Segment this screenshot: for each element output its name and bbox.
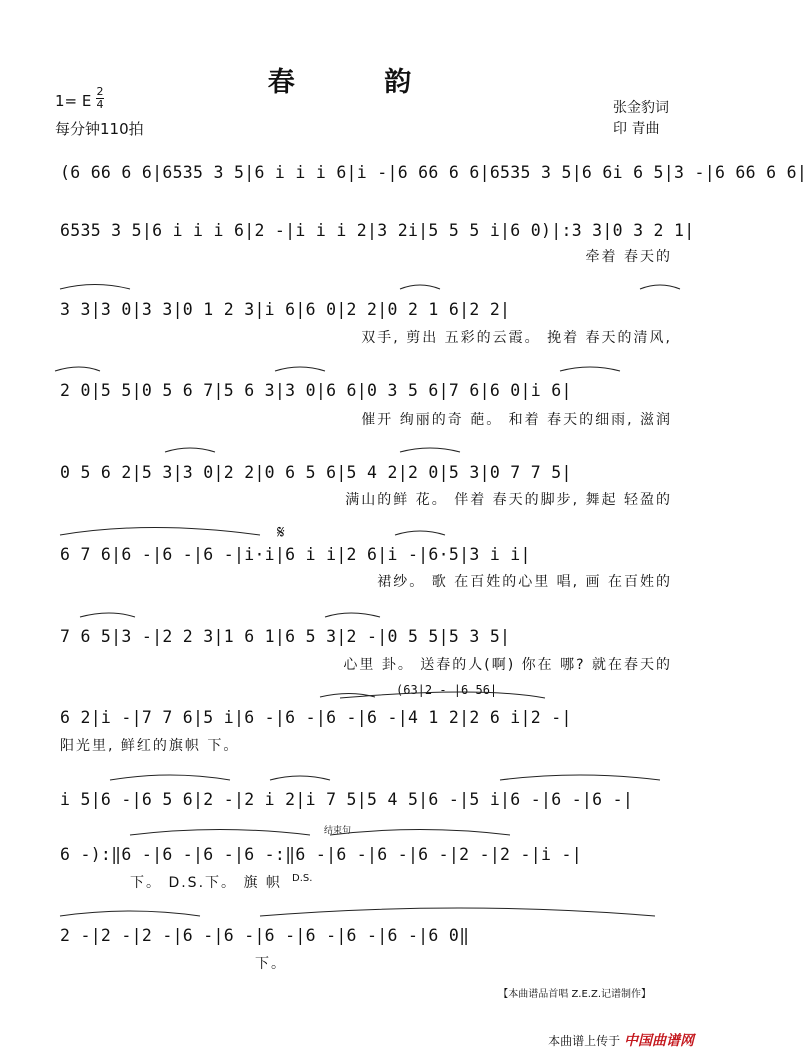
time-signature-bottom: 4: [96, 98, 104, 111]
upload-label: 本曲谱上传于: [548, 1034, 621, 1048]
lyric-line-10: 下。 D.S.下。 旗 帜: [130, 875, 282, 891]
lyric-line-5: 满山的鲜 花。 伴着 春天的脚步, 舞起 轻盈的: [345, 492, 672, 508]
site-logo[interactable]: 中国曲谱网: [624, 1033, 694, 1049]
lyric-line-7: 心里 卦。 送春的人(啊) 你在 哪? 就在春天的: [343, 657, 672, 673]
page-title: 春 韵: [267, 67, 452, 98]
time-signature-top: 2: [96, 85, 104, 98]
ds-marking: D.S.: [292, 873, 313, 884]
lyric-line-4: 催开 绚丽的奇 葩。 和着 春天的细雨, 滋润: [361, 412, 672, 428]
score-line-6: 6 7 6|6 -|6 -|6 -|i·i|6 i i|2 6|i -|6·5|3 i i|: [60, 545, 531, 564]
lyric-line-11: 下。: [255, 956, 287, 972]
score-line-3: 3 3|3 0|3 3|0 1 2 3|i 6|6 0|2 2|0 2 1 6|2 2|: [60, 300, 511, 319]
score-line-11: 2 -|2 -|2 -|6 -|6 -|6 -|6 -|6 -|6 -|6 0‖: [60, 926, 470, 945]
score-line-10: 6 -):‖6 -|6 -|6 -|6 -:‖6 -|6 -|6 -|6 -|2 -|2 -|i -|: [60, 845, 582, 864]
segno-sign: 𝄋: [277, 522, 285, 543]
composer: 印 青曲: [613, 121, 660, 137]
score-line-5: 0 5 6 2|5 3|3 0|2 2|0 6 5 6|5 4 2|2 0|5 3|0 7 7 5|: [60, 463, 572, 482]
lyric-line-6: 裙纱。 歌 在百姓的心里 唱, 画 在百姓的: [377, 574, 672, 590]
lyric-line-2: 牵着 春天的: [585, 249, 672, 265]
ossia-passage: (63|2 - |6 56|: [396, 683, 498, 697]
score-line-4: 2 0|5 5|0 5 6 7|5 6 3|3 0|6 6|0 3 5 6|7 6|6 0|i 6|: [60, 381, 572, 400]
score-line-7: 7 6 5|3 -|2 2 3|1 6 1|6 5 3|2 -|0 5 5|5 3 5|: [60, 627, 511, 646]
upload-notice: [548, 1030, 694, 1050]
lyric-line-8: 阳光里, 鲜红的旗帜 下。: [60, 738, 240, 754]
ending-note: 结束句: [324, 826, 352, 836]
credits: [613, 98, 669, 140]
score-line-8: 6 2|i -|7 7 6|5 i|6 -|6 -|6 -|6 -|4 1 2|2 6 i|2 -|: [60, 708, 572, 727]
score-line-1: (6 66 6 6|6535 3 5|6 i i i 6|i -|6 66 6 6|6535 3 5|6 6i 6 5|3 -|6 66 6 6|: [60, 163, 807, 182]
score-line-9: i 5|6 -|6 5 6|2 -|2 i 2|i 7 5|5 4 5|6 -|5 i|6 -|6 -|6 -|: [60, 790, 634, 809]
key-signature: 1= E: [55, 92, 92, 110]
score-line-2: 6535 3 5|6 i i i 6|2 -|i i i 2|3 2i|5 5 5 i|6 0)|:3 3|0 3 2 1|: [60, 221, 695, 240]
tempo-marking: 每分钟110拍: [55, 120, 144, 138]
score-credit: 【本曲谱品首唱 Z.E.Z.记谱制作】: [498, 989, 651, 1000]
lyricist: 张金豹词: [613, 100, 669, 116]
time-signature: [96, 86, 104, 111]
lyric-line-3: 双手, 剪出 五彩的云霞。 挽着 春天的清风,: [361, 330, 672, 346]
